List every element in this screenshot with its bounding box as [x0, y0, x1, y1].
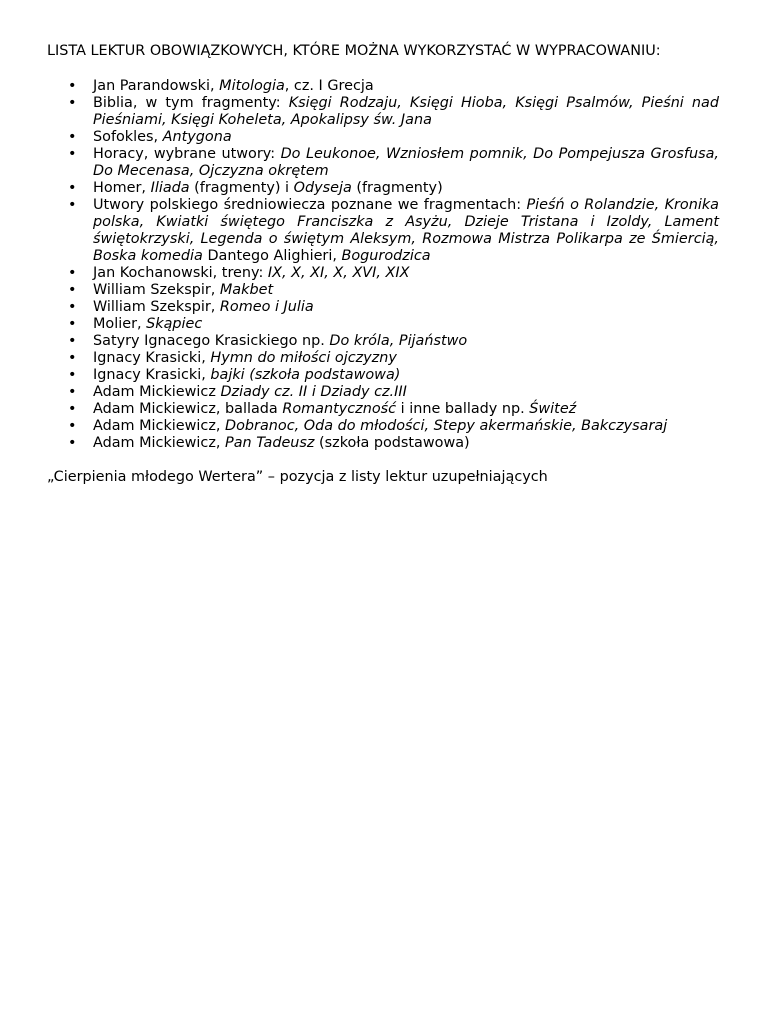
list-item-text: Ignacy Krasicki,: [93, 350, 211, 366]
work-title: Romantyczność: [282, 401, 397, 417]
bullet-icon: •: [68, 282, 77, 298]
list-item: [68, 95, 720, 129]
list-item-text: Horacy, wybrane utwory:: [93, 146, 281, 162]
list-item: [68, 146, 719, 180]
list-item-text: Jan Kochanowski, treny:: [93, 265, 268, 281]
list-item: [68, 401, 719, 418]
list-item-text: (fragmenty) i: [189, 180, 294, 196]
list-item: [68, 384, 719, 401]
work-title: Dobranoc, Oda do młodości, Stepy akermańskie, Bakczysaraj: [225, 418, 668, 434]
bullet-icon: •: [68, 95, 77, 111]
bullet-icon: •: [68, 180, 77, 196]
list-item: [68, 78, 719, 95]
list-item: [68, 129, 719, 146]
work-title: Skąpiec: [146, 316, 203, 332]
work-title: Bogurodzica: [341, 248, 431, 264]
work-title: Do króla, Pijaństwo: [329, 333, 468, 349]
bullet-icon: •: [68, 197, 77, 213]
bullet-icon: •: [68, 418, 77, 434]
list-item-text: (fragmenty): [351, 180, 443, 196]
list-item-text: Homer,: [93, 180, 151, 196]
bullet-icon: •: [68, 129, 77, 145]
bullet-icon: •: [68, 384, 77, 400]
list-item: [68, 180, 719, 197]
work-title: Świteź: [529, 401, 577, 417]
list-item: [68, 282, 719, 299]
work-title: Odyseja: [293, 180, 352, 196]
list-item-text: , cz. I Grecja: [284, 78, 374, 94]
list-item-text: Ignacy Krasicki,: [93, 367, 211, 383]
bullet-icon: •: [68, 316, 77, 332]
work-title: IX, X, XI, X, XVI, XIX: [267, 265, 410, 281]
list-item-text: Biblia, w tym fragmenty:: [93, 95, 289, 111]
bullet-icon: •: [68, 401, 77, 417]
work-title: Dziady cz. II i Dziady cz.III: [220, 384, 407, 400]
list-item: [68, 333, 719, 350]
work-title: Hymn do miłości ojczyzny: [210, 350, 397, 366]
document-heading: LISTA LEKTUR OBOWIĄZKOWYCH, KTÓRE MOŻNA WYKORZYSTAĆ W WYPRACOWANIU:: [47, 43, 661, 59]
work-title: Do Leukonoe, Wzniosłem pomnik, Do Pompejusza Grosfusa, Do Mecenasa, Ojczyzna okrętem: [93, 146, 719, 179]
footer-note: „Cierpienia młodego Wertera” – pozycja z listy lektur uzupełniających: [47, 469, 548, 485]
list-item-text: William Szekspir,: [93, 299, 220, 315]
list-item-text: Jan Parandowski,: [93, 78, 220, 94]
list-item: [68, 418, 719, 435]
bullet-icon: •: [68, 367, 77, 383]
list-item: [68, 316, 719, 333]
work-title: bajki (szkoła podstawowa): [210, 367, 401, 383]
list-item-text: Sofokles,: [93, 129, 163, 145]
list-item-text: Molier,: [93, 316, 147, 332]
list-item-text: Adam Mickiewicz,: [93, 435, 226, 451]
list-item-text: Dantego Alighieri,: [202, 248, 342, 264]
bullet-icon: •: [68, 299, 77, 315]
list-item: [68, 435, 719, 452]
work-title: Księgi Rodzaju, Księgi Hioba, Księgi Psalmów, Pieśni nad Pieśniami, Księgi Koheleta, Apokalipsy św. Jana: [93, 95, 720, 128]
list-item-text: William Szekspir,: [93, 282, 220, 298]
list-item-text: Utwory polskiego średniowiecza poznane we fragmentach:: [93, 197, 527, 213]
bullet-icon: •: [68, 265, 77, 281]
work-title: Pan Tadeusz: [225, 435, 315, 451]
list-item-text: (szkoła podstawowa): [314, 435, 470, 451]
list-item: [68, 197, 720, 265]
bullet-icon: •: [68, 333, 77, 349]
work-title: Mitologia: [219, 78, 285, 94]
work-title: Romeo i Julia: [219, 299, 314, 315]
bullet-icon: •: [68, 78, 77, 94]
list-item-text: Adam Mickiewicz, ballada: [93, 401, 283, 417]
list-item: [68, 367, 719, 384]
work-title: Iliada: [150, 180, 190, 196]
list-item: [68, 265, 719, 282]
bullet-icon: •: [68, 435, 77, 451]
list-item: [68, 299, 719, 316]
list-item-text: i inne ballady np.: [396, 401, 530, 417]
list-item-text: Adam Mickiewicz,: [93, 418, 226, 434]
bullet-icon: •: [68, 146, 77, 162]
work-title: Makbet: [219, 282, 274, 298]
list-item-text: Adam Mickiewicz: [93, 384, 221, 400]
bullet-icon: •: [68, 350, 77, 366]
work-title: Antygona: [162, 129, 232, 145]
list-item: [68, 350, 719, 367]
list-item-text: Satyry Ignacego Krasickiego np.: [93, 333, 330, 349]
reading-list: [0, 78, 768, 452]
work-title: Pieśń o Rolandzie, Kronika polska, Kwiatki świętego Franciszka z Asyżu, Dzieje Tristana i Izoldy, Lament świętokrzyski, Legenda o świętym Aleksym, Rozmowa Mistrza Polikarpa ze Śmiercią, Boska komedia: [93, 197, 720, 264]
